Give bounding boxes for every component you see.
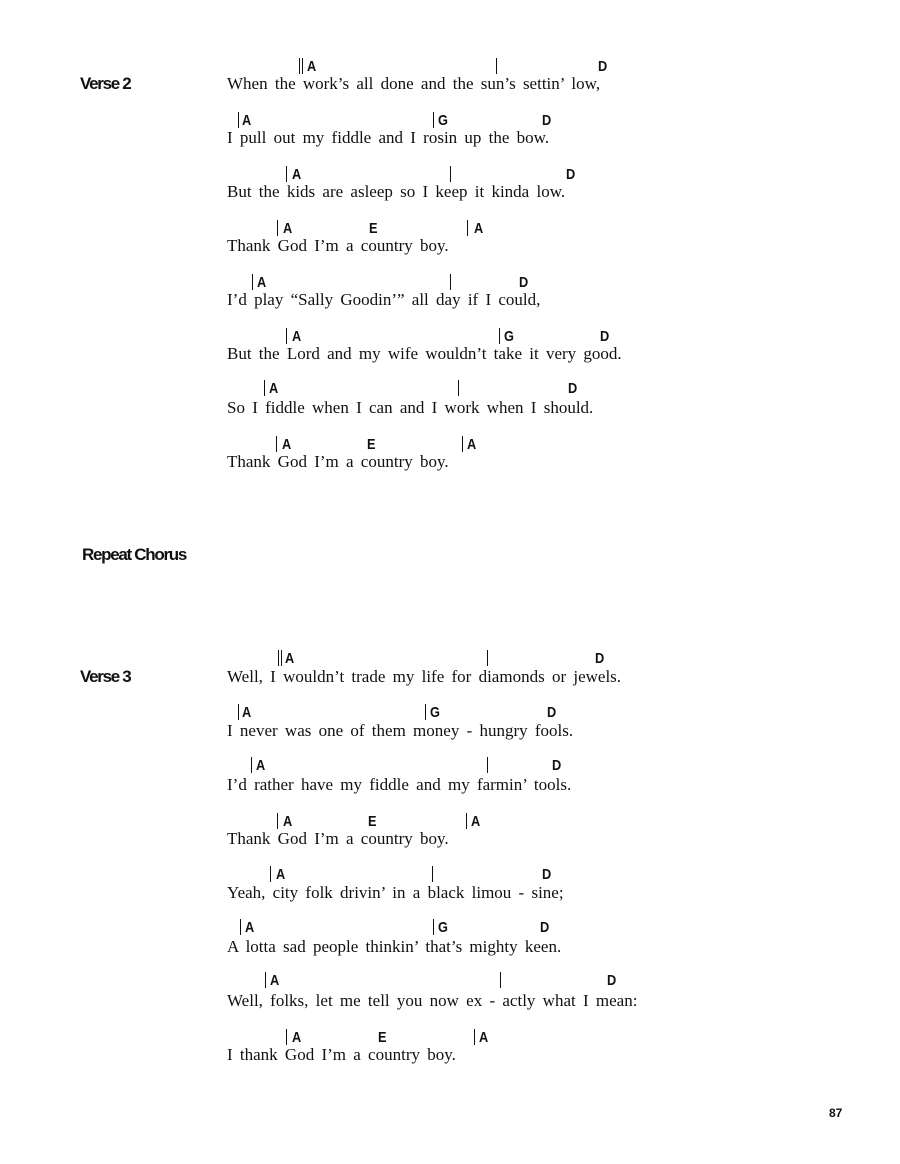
chord: A bbox=[242, 704, 252, 721]
chord: E bbox=[368, 813, 377, 830]
chord: D bbox=[552, 757, 562, 774]
barline bbox=[433, 112, 434, 128]
barline bbox=[496, 58, 497, 74]
chord-row bbox=[0, 380, 900, 400]
chord: E bbox=[369, 220, 378, 237]
lyric-line: Thank God I’m a country boy. bbox=[227, 452, 449, 471]
verse-3-label: Verse 3 bbox=[80, 667, 131, 686]
barline bbox=[425, 704, 426, 720]
barline bbox=[270, 866, 271, 882]
chord: A bbox=[285, 650, 295, 667]
chord: A bbox=[474, 220, 484, 237]
barline bbox=[450, 274, 451, 290]
barline bbox=[450, 166, 451, 182]
chord-row bbox=[0, 813, 900, 833]
lyric-line: Well, I wouldn’t trade my life for diamonds or jewels. bbox=[227, 667, 622, 686]
chord: A bbox=[257, 274, 267, 291]
chord: G bbox=[430, 704, 440, 721]
chord: A bbox=[270, 972, 280, 989]
chord: A bbox=[292, 328, 302, 345]
chord: E bbox=[367, 436, 376, 453]
barline bbox=[286, 1029, 287, 1045]
barline bbox=[458, 380, 459, 396]
barline bbox=[265, 972, 266, 988]
barline bbox=[277, 220, 278, 236]
lyric-line: Thank God I’m a country boy. bbox=[227, 236, 449, 255]
barline bbox=[432, 866, 433, 882]
chord: A bbox=[256, 757, 266, 774]
chord: G bbox=[438, 112, 448, 129]
barline bbox=[276, 436, 277, 452]
lyric-line: Well, folks, let me tell you now ex - actly what I mean: bbox=[227, 991, 638, 1010]
chord: A bbox=[283, 813, 293, 830]
barline bbox=[238, 704, 239, 720]
verse-2-label: Verse 2 bbox=[80, 74, 131, 93]
chord: A bbox=[479, 1029, 489, 1046]
chord: A bbox=[467, 436, 477, 453]
barline bbox=[238, 112, 239, 128]
lyric-line: I never was one of them money - hungry fools. bbox=[227, 721, 574, 740]
barline bbox=[500, 972, 501, 988]
barline bbox=[277, 813, 278, 829]
chord: A bbox=[307, 58, 317, 75]
chord: A bbox=[471, 813, 481, 830]
chord: D bbox=[542, 866, 552, 883]
lyric-line: I’d rather have my fiddle and my farmin’ tools. bbox=[227, 775, 572, 794]
lyric-line: A lotta sad people thinkin’ that’s mighty keen. bbox=[227, 937, 562, 956]
chord: D bbox=[566, 166, 576, 183]
chord: D bbox=[595, 650, 605, 667]
repeat-chorus-label: Repeat Chorus bbox=[82, 545, 187, 564]
chord-row bbox=[0, 757, 900, 777]
page-number: 87 bbox=[829, 1106, 843, 1120]
barline bbox=[286, 166, 287, 182]
chord: E bbox=[378, 1029, 387, 1046]
chord: D bbox=[519, 274, 529, 291]
chord: A bbox=[282, 436, 292, 453]
chord: D bbox=[542, 112, 552, 129]
chord-row bbox=[0, 919, 900, 939]
lyric-line: I thank God I’m a country boy. bbox=[227, 1045, 456, 1064]
chord: A bbox=[292, 166, 302, 183]
lyric-line: But the kids are asleep so I keep it kinda low. bbox=[227, 182, 566, 201]
chord: A bbox=[276, 866, 286, 883]
barline bbox=[499, 328, 500, 344]
barline bbox=[240, 919, 241, 935]
lyric-line: I’d play “Sally Goodin’” all day if I could, bbox=[227, 290, 541, 309]
barline bbox=[264, 380, 265, 396]
barline bbox=[462, 436, 463, 452]
barline bbox=[487, 757, 488, 773]
chord-row bbox=[0, 972, 900, 992]
chord: D bbox=[568, 380, 578, 397]
chord-row bbox=[0, 220, 900, 240]
lyric-line: So I fiddle when I can and I work when I should. bbox=[227, 398, 594, 417]
lyric-line: I pull out my fiddle and I rosin up the bow. bbox=[227, 128, 550, 147]
lyric-line: Yeah, city folk drivin’ in a black limou - sine; bbox=[227, 883, 564, 902]
chord: G bbox=[504, 328, 514, 345]
barline bbox=[251, 757, 252, 773]
barline bbox=[286, 328, 287, 344]
chord: A bbox=[283, 220, 293, 237]
barline bbox=[487, 650, 488, 666]
barline bbox=[433, 919, 434, 935]
chord-row bbox=[0, 436, 900, 456]
chord: A bbox=[292, 1029, 302, 1046]
chord: G bbox=[438, 919, 448, 936]
barline bbox=[466, 813, 467, 829]
chord: A bbox=[245, 919, 255, 936]
lyric-line: But the Lord and my wife wouldn’t take it very good. bbox=[227, 344, 622, 363]
chord: D bbox=[540, 919, 550, 936]
lyric-line: When the work’s all done and the sun’s settin’ low, bbox=[227, 74, 601, 93]
barline bbox=[474, 1029, 475, 1045]
barline bbox=[467, 220, 468, 236]
chord: A bbox=[269, 380, 279, 397]
chord: D bbox=[600, 328, 610, 345]
chord: D bbox=[598, 58, 608, 75]
chord: D bbox=[607, 972, 617, 989]
barline bbox=[252, 274, 253, 290]
double-barline bbox=[299, 58, 303, 74]
double-barline bbox=[278, 650, 282, 666]
chord: D bbox=[547, 704, 557, 721]
lyric-line: Thank God I’m a country boy. bbox=[227, 829, 449, 848]
chord: A bbox=[242, 112, 252, 129]
